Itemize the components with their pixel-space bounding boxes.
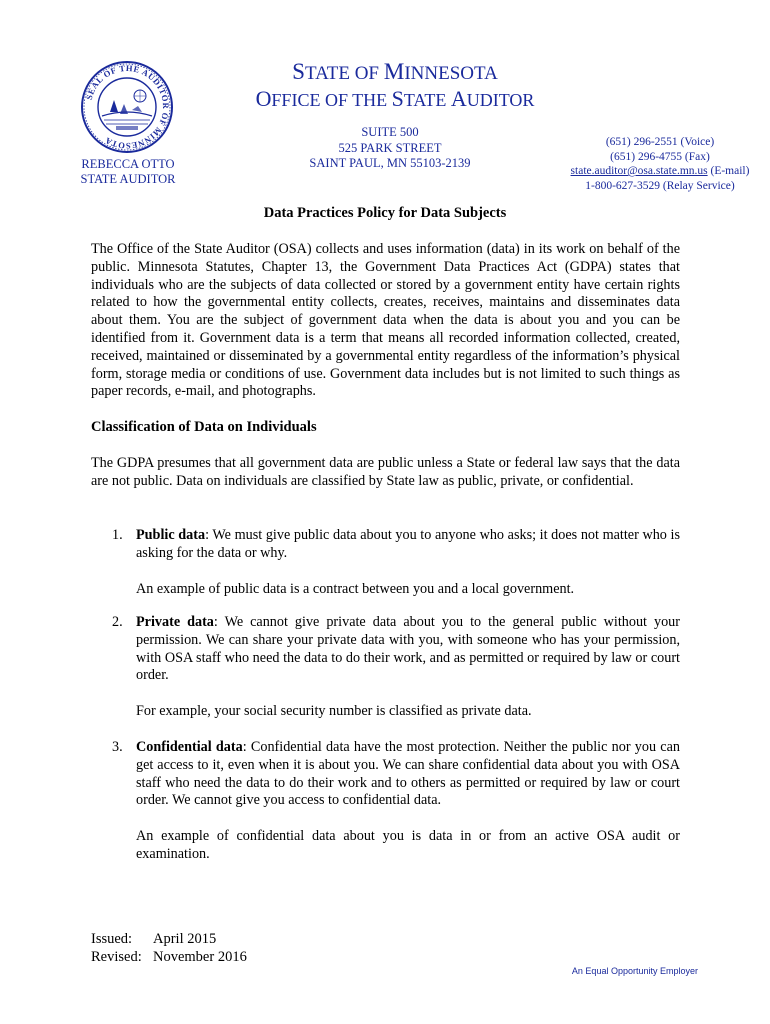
list-item-example: An example of confidential data about you is data in or from an active OSA audit or examination.	[136, 828, 680, 862]
term-label: Private data	[136, 614, 214, 630]
office-title-part: FFICE OF THE	[271, 90, 392, 110]
office-title-initial-2: S	[391, 86, 404, 111]
revised-date: November 2016	[153, 949, 247, 965]
email-suffix: (E-mail)	[707, 165, 750, 177]
office-title-part-3: UDITOR	[466, 90, 535, 110]
office-address	[290, 125, 490, 172]
list-item-example: For example, your social security number is classified as private data.	[136, 703, 532, 720]
term-description: : Confidential data have the most protection. Neither the public nor you can get access to it, even when it is about you. We can share confidential data about you with OSA staff who need the data to do their work and to others as permitted or required by law or court order. We cannot give you access to confidential data.	[136, 739, 680, 809]
equal-opportunity-statement: An Equal Opportunity Employer	[571, 966, 698, 976]
office-title	[0, 87, 770, 112]
revised-line	[91, 948, 247, 966]
office-title-part-2: TATE	[403, 90, 451, 110]
address-line: SAINT PAUL, MN 55103-2139	[309, 156, 471, 170]
fax-number: (651) 296-4755 (Fax)	[610, 150, 710, 163]
term-description: : We cannot give private data about you to the general public without your permission. We can share your private data with you, with someone who has your permission, with OSA staff who need the data to do their work, and as permitted or required by law or court order.	[136, 614, 680, 684]
state-title-part-2: INNESOTA	[404, 63, 498, 84]
relay-service: 1-800-627-3529 (Relay Service)	[585, 179, 735, 192]
seal-text: SEAL OF THE AUDITOR OF MINNESOTA	[83, 62, 172, 152]
list-item-text	[136, 614, 680, 685]
revised-label: Revised:	[91, 949, 142, 965]
issued-line	[91, 930, 247, 948]
state-title-part: TATE OF	[305, 63, 384, 84]
list-item-confidential	[112, 739, 680, 864]
list-item-private	[112, 614, 680, 721]
list-number: 2.	[112, 614, 123, 630]
auditor-title: STATE AUDITOR	[80, 172, 176, 186]
auditor-name: REBECCA OTTO	[81, 157, 175, 171]
list-number: 1.	[112, 527, 123, 543]
term-description: : We must give public data about you to anyone who asks; it does not matter who is asking for the data or why.	[136, 527, 680, 561]
state-title-initial: S	[292, 59, 306, 85]
list-number: 3.	[112, 739, 123, 755]
office-title-initial-3: A	[450, 86, 467, 111]
document-title: Data Practices Policy for Data Subjects	[263, 205, 507, 221]
email-link[interactable]: state.auditor@osa.state.mn.us	[570, 165, 708, 177]
email-line	[560, 164, 760, 179]
list-item-text	[136, 527, 680, 563]
state-title-initial-2: M	[383, 59, 405, 85]
term-label: Confidential data	[136, 739, 243, 755]
office-title-initial: O	[255, 86, 272, 111]
section-heading: Classification of Data on Individuals	[91, 419, 317, 435]
list-item-example: An example of public data is a contract between you and a local government.	[136, 580, 575, 597]
section-intro-paragraph: The GDPA presumes that all government data are public unless a State or federal law says that the data are not public. Data on individuals are classified by State law as public, private, or confidential.	[91, 455, 680, 489]
state-title	[0, 60, 770, 86]
term-label: Public data	[136, 527, 206, 543]
issued-label: Issued:	[91, 931, 133, 947]
issue-dates	[91, 930, 247, 966]
list-item-public	[112, 527, 680, 598]
contact-info	[560, 135, 760, 193]
list-item-text	[136, 739, 680, 810]
address-line: 525 PARK STREET	[338, 140, 442, 155]
issued-date: April 2015	[153, 931, 217, 947]
voice-phone: (651) 296-2551 (Voice)	[605, 136, 715, 148]
intro-paragraph: The Office of the State Auditor (OSA) collects and uses information (data) in its work on behalf of the public. Minnesota Statutes, Chapter 13, the Government Data Practices Act (GDPA) states that individuals who are the subjects of data collected or stored by a government entity have certain rights related to how the governmental entity collects, creates, receives, maintains and disseminates data about them. You are the subject of government data when the data is about you and you can be identified from it. Government data is a term that means all recorded information collected, created, received, maintained or disseminated by a governmental entity regardless of the information’s physical form, storage media or conditions of use. Government data includes but is not limited to such things as paper records, e-mail, and photographs.	[91, 241, 680, 400]
auditor-block	[60, 157, 196, 187]
address-line: SUITE 500	[361, 125, 419, 139]
